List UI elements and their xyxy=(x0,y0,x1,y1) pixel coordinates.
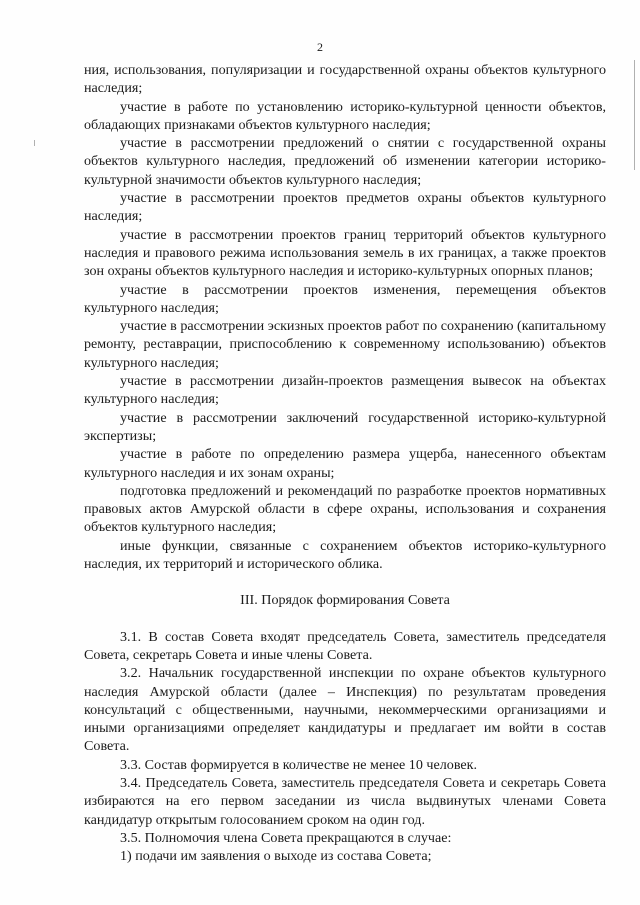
section-item: 3.1. В состав Совета входят председатель Совета, заместитель председателя Совета, секретарь Совета и иные члены Совета. xyxy=(84,628,606,663)
section-item: 1) подачи им заявления о выходе из состава Совета; xyxy=(120,848,432,865)
section-item: 3.4. Председатель Совета, заместитель председателя Совета и секретарь Совета избираются на его первом заседании из числа выдвинутых членами Совета кандидатур открытым голосованием сроком на один год. xyxy=(84,774,606,828)
paragraph: участие в рассмотрении проектов изменения, перемещения объектов культурного наследия; xyxy=(84,281,606,316)
paragraph: участие в рассмотрении проектов предметов охраны объектов культурного наследия; xyxy=(84,190,606,225)
paragraph: участие в рассмотрении предложений о снятии с государственной охраны объектов культурного наследия, предложений об изменении категории историко-культурной значимости объектов культурного наследия; xyxy=(84,135,606,188)
section-heading: III. Порядок формирования Совета xyxy=(240,592,450,609)
section-item: 3.3. Состав формируется в количестве не менее 10 человек. xyxy=(120,756,478,773)
section-item: 3.2. Начальник государственной инспекции по охране объектов культурного наследия Амурской области (далее – Инспекция) по результатам проведения консультаций с общественными, научными, некоммерческими организациями и иными организациями определяет кандидатуры и предлагает им войти в состав Совета. xyxy=(84,665,606,755)
scan-artifact-line xyxy=(34,140,35,146)
section-item: 3.5. Полномочия члена Совета прекращаются в случае: xyxy=(120,829,452,846)
paragraph: участие в рассмотрении эскизных проектов работ по сохранению (капитальному ремонту, реставрации, приспособлению к современному использованию) объектов культурного наследия; xyxy=(84,318,606,371)
paragraph: участие в работе по определению размера ущерба, нанесенного объектам культурного наследия и их зонам охраны; xyxy=(84,446,606,481)
paragraph: иные функции, связанные с сохранением объектов историко-культурного наследия, их территорий и исторического облика. xyxy=(84,537,606,573)
document-body xyxy=(84,61,606,865)
scan-artifact-line xyxy=(634,60,635,170)
paragraph: участие в рассмотрении дизайн-проектов размещения вывесок на объектах культурного наследия; xyxy=(84,373,606,408)
paragraph: участие в рассмотрении проектов границ территорий объектов культурного наследия и правового режима использования земель в их границах, а также проектов зон охраны объектов культурного наследия и историко-культурных опорных планов; xyxy=(84,226,606,280)
page-number: 2 xyxy=(317,40,323,54)
paragraph: участие в рассмотрении заключений государственной историко-культурной экспертизы; xyxy=(84,409,606,444)
paragraph: подготовка предложений и рекомендаций по разработке проектов нормативных правовых актов Амурской области в сфере охраны, использования и сохранения объектов культурного наследия; xyxy=(84,482,606,536)
paragraph: ния, использования, популяризации и государственной охраны объектов культурного наследия; xyxy=(84,62,606,97)
paragraph: участие в работе по установлению историко-культурной ценности объектов, обладающих признаками объектов культурного наследия; xyxy=(84,98,606,133)
